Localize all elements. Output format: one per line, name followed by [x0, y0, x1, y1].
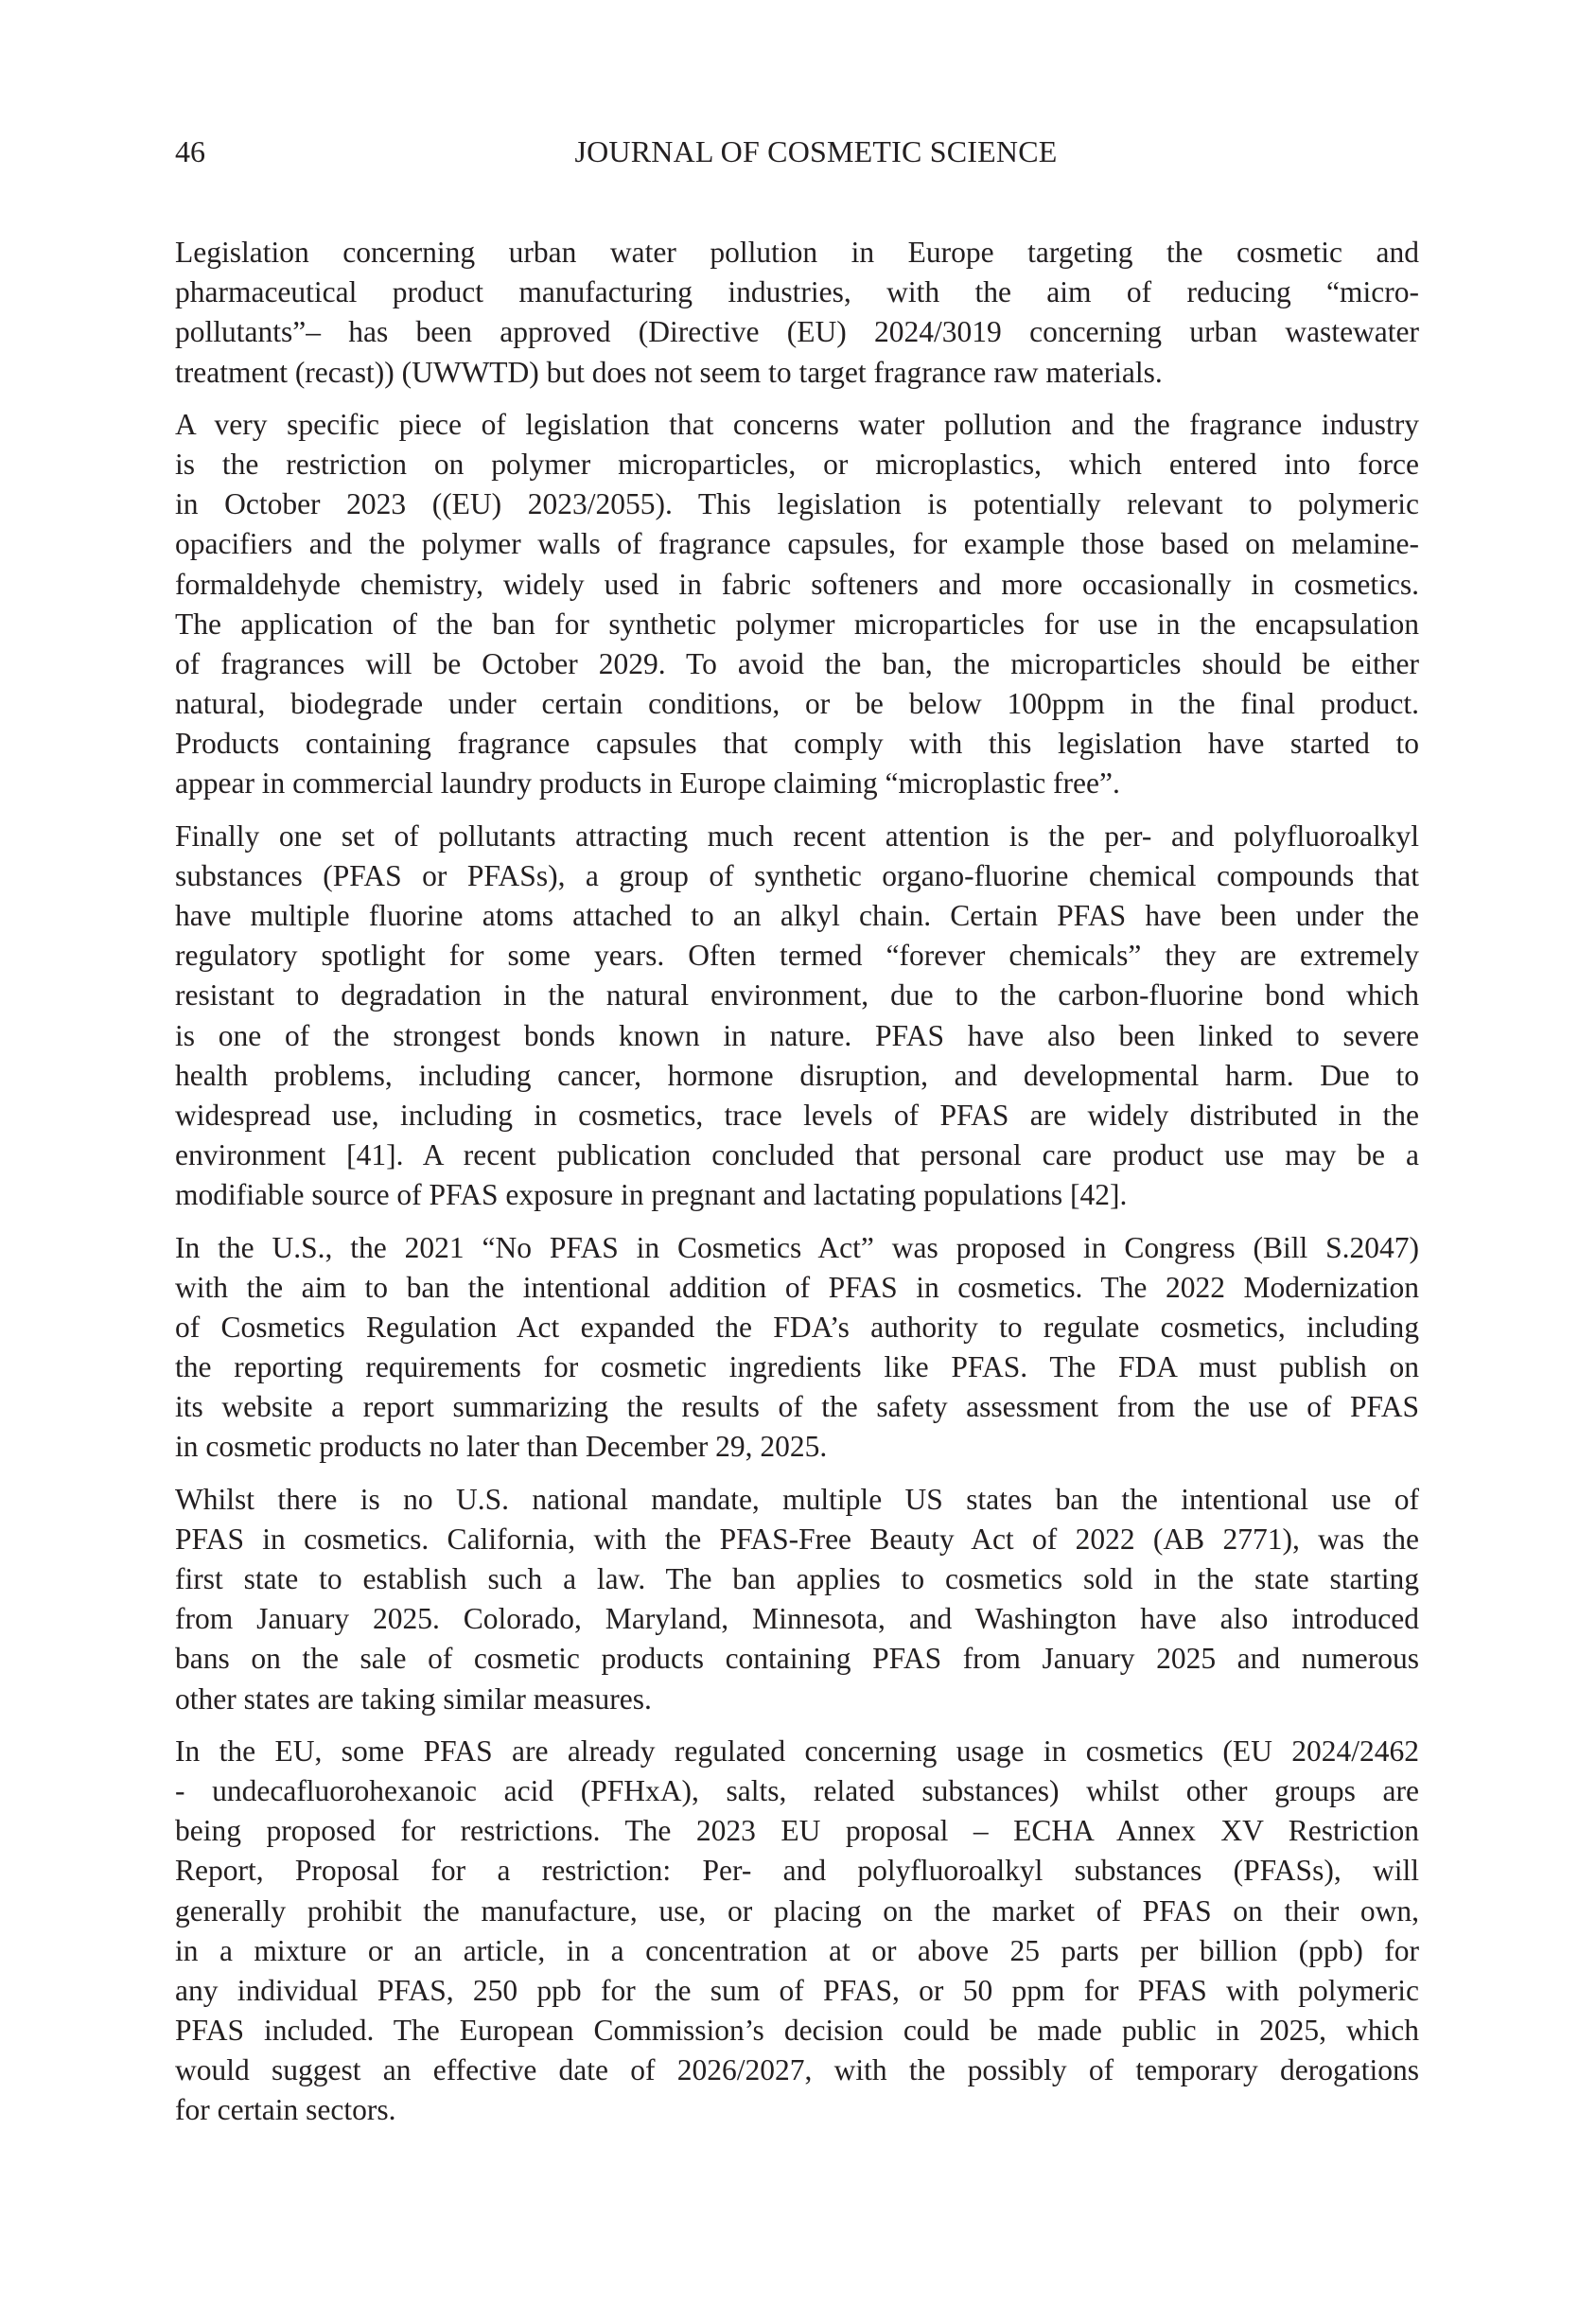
text-line: pharmaceutical product manufacturing industries, with the aim of reducing “micro- [175, 275, 1419, 309]
text-line: in cosmetic products no later than December 29, 2025. [175, 1430, 828, 1464]
text-line: its website a report summarizing the results of the safety assessment from the use of PFAS [175, 1390, 1419, 1424]
text-line: pollutants”– has been approved (Directive (EU) 2024/3019 concerning urban wastewater [175, 315, 1419, 349]
paragraph-eu-pfas [175, 1732, 1419, 2131]
text-line: bans on the sale of cosmetic products containing PFAS from January 2025 and numerous [175, 1642, 1419, 1676]
paragraph-microplastics [175, 405, 1419, 804]
paragraph-us-federal [175, 1228, 1419, 1468]
text-line: in a mixture or an article, in a concentration at or above 25 parts per billion (ppb) for [175, 1933, 1419, 1967]
text-line: opacifiers and the polymer walls of fragrance capsules, for example those based on melamine- [175, 527, 1419, 561]
text-line: A very specific piece of legislation that concerns water pollution and the fragrance industry [175, 407, 1419, 441]
text-line: treatment (recast)) (UWWTD) but does not seem to target fragrance raw materials. [175, 355, 1163, 389]
text-line: being proposed for restrictions. The 2023 EU proposal – ECHA Annex XV Restriction [175, 1814, 1419, 1848]
text-line: modifiable source of PFAS exposure in pregnant and lactating populations [42]. [175, 1178, 1128, 1212]
paragraph-pfas-intro [175, 817, 1419, 1216]
text-line: of Cosmetics Regulation Act expanded the FDA’s authority to regulate cosmetics, including [175, 1310, 1419, 1344]
text-line: Legislation concerning urban water pollution in Europe targeting the cosmetic and [175, 236, 1419, 269]
text-line: widespread use, including in cosmetics, trace levels of PFAS are widely distributed in the [175, 1098, 1419, 1132]
text-line: natural, biodegrade under certain conditions, or be below 100ppm in the final product. [175, 687, 1419, 721]
text-line: PFAS in cosmetics. California, with the PFAS-Free Beauty Act of 2022 (AB 2771), was the [175, 1522, 1419, 1556]
text-line: the reporting requirements for cosmetic ingredients like PFAS. The FDA must publish on [175, 1350, 1419, 1384]
text-line: Finally one set of pollutants attracting much recent attention is the per- and polyfluoroalkyl [175, 819, 1419, 853]
text-line: with the aim to ban the intentional addition of PFAS in cosmetics. The 2022 Modernization [175, 1270, 1419, 1304]
text-line: in October 2023 ((EU) 2023/2055). This legislation is potentially relevant to polymeric [175, 487, 1419, 521]
text-line: from January 2025. Colorado, Maryland, Minnesota, and Washington have also introduced [175, 1602, 1419, 1636]
text-line: The application of the ban for synthetic polymer microparticles for use in the encapsulation [175, 607, 1419, 641]
text-line: Products containing fragrance capsules that comply with this legislation have started to [175, 727, 1419, 761]
text-line: resistant to degradation in the natural environment, due to the carbon-fluorine bond which [175, 978, 1419, 1012]
paragraph-us-states [175, 1480, 1419, 1719]
text-line: Whilst there is no U.S. national mandate, multiple US states ban the intentional use of [175, 1482, 1419, 1516]
text-line: of fragrances will be October 2029. To avoid the ban, the microparticles should be either [175, 646, 1419, 680]
text-line: first state to establish such a law. The ban applies to cosmetics sold in the state starting [175, 1562, 1419, 1595]
text-line: In the EU, some PFAS are already regulated concerning usage in cosmetics (EU 2024/2462 [175, 1734, 1419, 1768]
text-line: generally prohibit the manufacture, use, or placing on the market of PFAS on their own, [175, 1893, 1419, 1928]
text-line: any individual PFAS, 250 ppb for the sum of PFAS, or 50 ppm for PFAS with polymeric [175, 1973, 1419, 2007]
text-line: have multiple fluorine atoms attached to an alkyl chain. Certain PFAS have been under the [175, 899, 1419, 932]
text-line: would suggest an effective date of 2026/2027, with the possibly of temporary derogations [175, 2053, 1419, 2087]
running-title: JOURNAL OF COSMETIC SCIENCE [574, 134, 1058, 168]
text-line: In the U.S., the 2021 “No PFAS in Cosmetics Act” was proposed in Congress (Bill S.2047) [175, 1230, 1419, 1264]
text-line: formaldehyde chemistry, widely used in fabric softeners and more occasionally in cosmetics. [175, 567, 1419, 601]
text-line: PFAS included. The European Commission’s decision could be made public in 2025, which [175, 2014, 1419, 2048]
page-number: 46 [175, 134, 205, 168]
text-line: is the restriction on polymer microparticles, or microplastics, which entered into force [175, 447, 1419, 481]
text-line: Report, Proposal for a restriction: Per- and polyfluoroalkyl substances (PFASs), will [175, 1854, 1419, 1888]
text-line: regulatory spotlight for some years. Often termed “forever chemicals” they are extremely [175, 939, 1419, 973]
page-header [175, 131, 1419, 172]
paragraph-eu-wastewater [175, 233, 1419, 393]
text-line: health problems, including cancer, hormone disruption, and developmental harm. Due to [175, 1058, 1419, 1092]
text-line: appear in commercial laundry products in Europe claiming “microplastic free”. [175, 766, 1120, 801]
text-line: environment [41]. A recent publication concluded that personal care product use may be a [175, 1138, 1419, 1172]
text-line: is one of the strongest bonds known in nature. PFAS have also been linked to severe [175, 1018, 1419, 1052]
text-line: other states are taking similar measures. [175, 1681, 652, 1716]
text-line: - undecafluorohexanoic acid (PFHxA), salts, related substances) whilst other groups are [175, 1773, 1419, 1807]
text-line: substances (PFAS or PFASs), a group of synthetic organo-fluorine chemical compounds that [175, 858, 1419, 892]
text-line: for certain sectors. [175, 2093, 396, 2127]
body-text [175, 233, 1419, 2143]
